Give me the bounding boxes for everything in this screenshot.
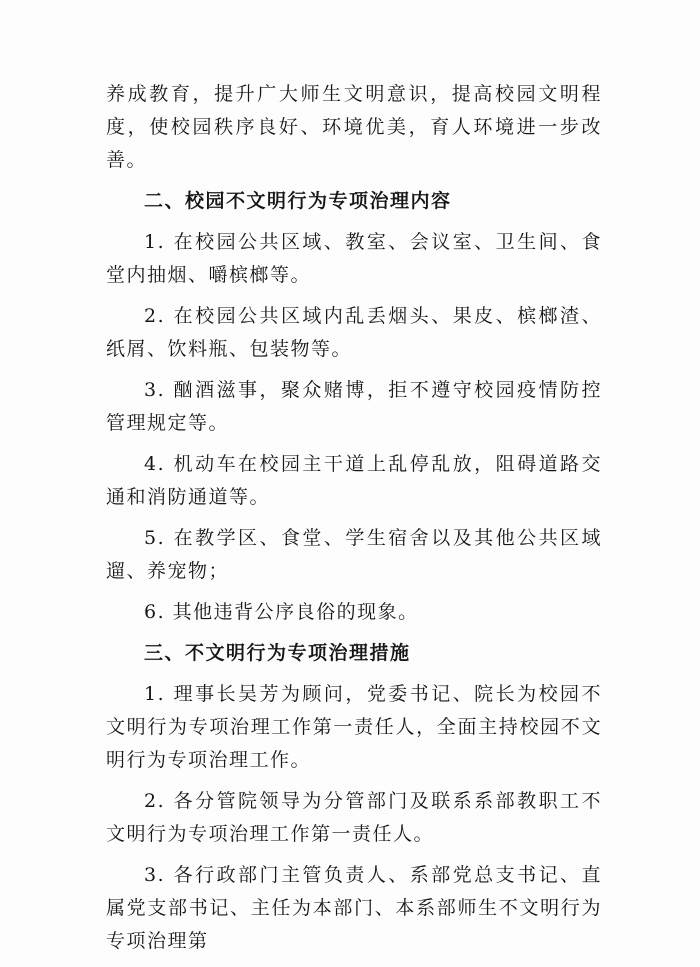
list-item: 1. 在校园公共区域、教室、会议室、卫生间、食堂内抽烟、嚼槟榔等。: [106, 231, 602, 286]
section-heading-governance-content: 二、校园不文明行为专项治理内容: [144, 190, 452, 212]
document-body: [106, 78, 602, 958]
list-item: 2. 各分管院领导为分管部门及联系系部教职工不文明行为专项治理工作第一责任人。: [106, 790, 602, 845]
list-item: 5. 在教学区、食堂、学生宿舍以及其他公共区域遛、养宠物；: [106, 527, 602, 582]
list-item: 4. 机动车在校园主干道上乱停乱放，阻碍道路交通和消防通道等。: [106, 453, 602, 508]
list-item: 6. 其他违背公序良俗的现象。: [144, 601, 419, 623]
list-item: 2. 在校园公共区域内乱丢烟头、果皮、槟榔渣、纸屑、饮料瓶、包装物等。: [106, 305, 602, 360]
list-item: 3. 各行政部门主管负责人、系部党总支书记、直属党支部书记、主任为本部门、本系部师生不文明行为专项治理第: [106, 864, 602, 952]
intro-paragraph: 养成教育，提升广大师生文明意识，提高校园文明程度，使校园秩序良好、环境优美，育人环境进一步改善。: [106, 83, 602, 171]
list-item: 1. 理事长吴芳为顾问，党委书记、院长为校园不文明行为专项治理工作第一责任人，全面主持校园不文明行为专项治理工作。: [106, 683, 602, 771]
section-heading-governance-measures: 三、不文明行为专项治理措施: [144, 642, 411, 664]
list-item: 3. 酗酒滋事，聚众赌博，拒不遵守校园疫情防控管理规定等。: [106, 379, 602, 434]
